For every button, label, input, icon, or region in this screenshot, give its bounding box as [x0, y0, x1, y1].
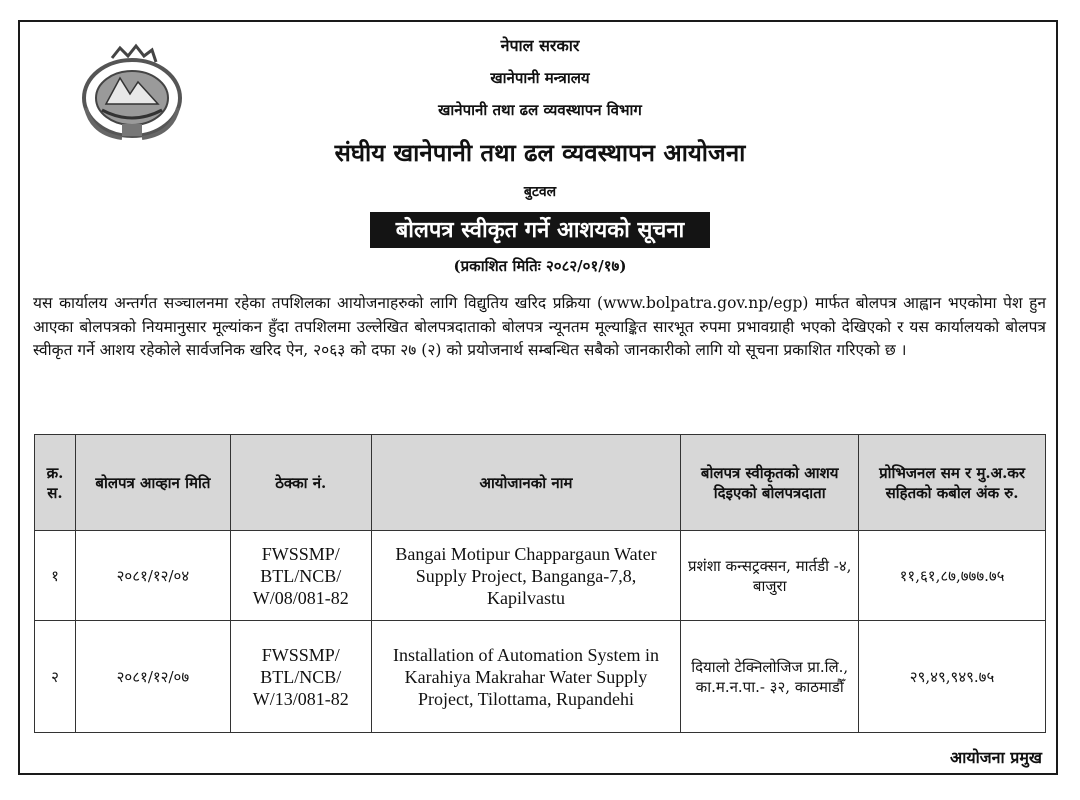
header-department: खानेपानी तथा ढल व्यवस्थापन विभाग [438, 101, 642, 119]
cell-amount: ११,६१,८७,७७७.७५ [859, 531, 1046, 621]
table-header-row [35, 435, 1046, 531]
publication-date: (प्रकाशित मितिः २०८२/०१/१७) [453, 257, 627, 275]
table-row [35, 531, 1046, 621]
cell-sn: १ [35, 531, 76, 621]
cell-contract: FWSSMP/ BTL/NCB/ W/13/081-82 [230, 621, 371, 733]
cell-date: २०८१/१२/०४ [75, 531, 230, 621]
signature-project-chief: आयोजना प्रमुख [949, 748, 1042, 767]
col-header-amount: प्रोभिजनल सम र मु.अ.कर सहितको कबोल अंक रु. [859, 435, 1046, 531]
header-ministry: खानेपानी मन्त्रालय [490, 69, 590, 87]
header-government: नेपाल सरकार [500, 36, 580, 55]
cell-sn: २ [35, 621, 76, 733]
bid-acceptance-table [34, 434, 1046, 733]
cell-date: २०८१/१२/०७ [75, 621, 230, 733]
cell-bidder: प्रशंशा कन्सट्रक्सन, मार्तडी -४, बाजुरा [681, 531, 859, 621]
col-header-sn: क्र. स. [35, 435, 76, 531]
col-header-call-date: बोलपत्र आव्हान मिति [75, 435, 230, 531]
col-header-project-name: आयोजानको नाम [371, 435, 681, 531]
header-location: बुटवल [523, 184, 557, 200]
col-header-bidder: बोलपत्र स्वीकृतको आशय दिइएको बोलपत्रदाता [681, 435, 859, 531]
cell-amount: २९,४९,९४९.७५ [859, 621, 1046, 733]
col-header-contract-no: ठेक्का नं. [230, 435, 371, 531]
notice-body-text: यस कार्यालय अन्तर्गत सञ्चालनमा रहेका तपशिलका आयोजनाहरुको लागि विद्युतिय खरिद प्रक्रिया (www.bolpatra.gov.np/egp) मार्फत बोलपत्र आह्वान भएकोमा पेश हुन आएका बोलपत्रको नियमानुसार मूल्यांकन हुँदा तपशिलमा उल्लेखित बोलपत्रदाताको बोलपत्र न्यूनतम मूल्याङ्कित सारभूत रुपमा प्रभावग्राही भएको देखिएको र यस कार्यालयको बोलपत्र स्वीकृत गर्ने आशय रहेकोले सार्वजनिक खरिद ऐन, २०६३ को दफा २७ (२) को प्रयोजनार्थ सम्बन्धित सबैको जानकारीको लागि यो सूचना प्रकाशित गरिएको छ । [33, 294, 1046, 359]
header-project: संघीय खानेपानी तथा ढल व्यवस्थापन आयोजना [334, 138, 746, 167]
notice-banner-wrap [0, 212, 1080, 248]
table-row [35, 621, 1046, 733]
cell-project: Bangai Motipur Chappargaun Water Supply Project, Banganga-7,8, Kapilvastu [371, 531, 681, 621]
cell-project: Installation of Automation System in Karahiya Makrahar Water Supply Project, Tilottama, Rupandehi [371, 621, 681, 733]
cell-bidder: दियालो टेक्निलोजिज प्रा.लि., का.म.न.पा.- ३२, काठमाडौँ [681, 621, 859, 733]
notice-title-banner: बोलपत्र स्वीकृत गर्ने आशयको सूचना [370, 212, 711, 248]
cell-contract: FWSSMP/ BTL/NCB/ W/08/081-82 [230, 531, 371, 621]
